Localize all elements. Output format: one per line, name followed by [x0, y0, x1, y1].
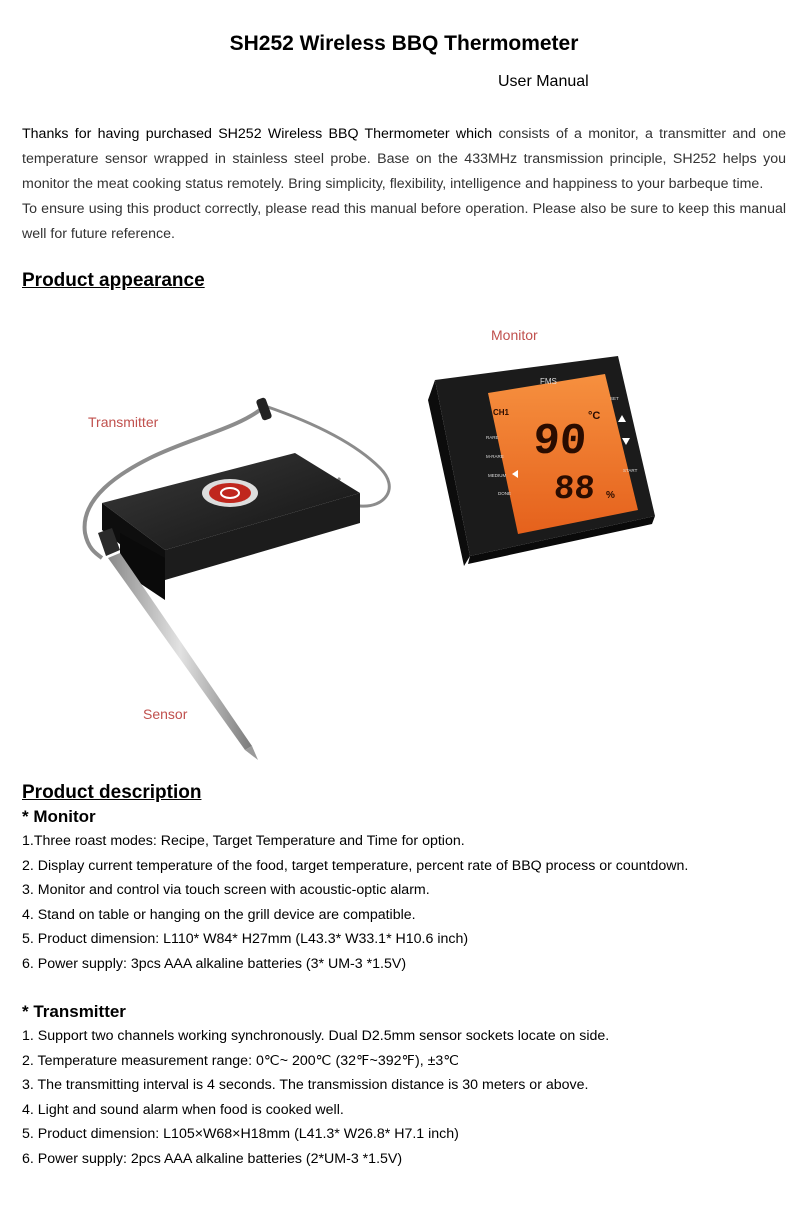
lcd-percent-unit: %	[606, 490, 615, 501]
list-item: 1. Support two channels working synchronously. Dual D2.5mm sensor sockets locate on side.	[22, 1028, 610, 1044]
sensor-label: Sensor	[143, 706, 188, 722]
intro-lead: Thanks for having purchased SH252 Wireless BBQ Thermometer which	[22, 126, 493, 142]
monitor-heading: * Monitor	[22, 807, 96, 826]
intro-paragraph-2: To ensure using this product correctly, please read this manual before operation. Please also be sure to keep this manual well for future reference.	[22, 201, 786, 242]
description-heading: Product description	[22, 782, 202, 803]
list-item: 3. The transmitting interval is 4 seconds. The transmission distance is 30 meters or above.	[22, 1077, 589, 1094]
intro-text	[22, 122, 786, 247]
list-item: 6. Power supply: 3pcs AAA alkaline batteries (3* UM-3 *1.5V)	[22, 955, 407, 972]
intro-rest: consists of a monitor, a transmitter and one temperature sensor wrapped in stainless steel probe. Base on the 433MHz transmission principle, SH252 helps you monitor the meat cooking status remotely. Bring simplicity, flexibility, intelligence and happiness to your barbeque time.	[22, 126, 786, 192]
list-item: 4. Stand on table or hanging on the grill device are compatible.	[22, 906, 416, 923]
monitor-label: Monitor	[491, 327, 538, 343]
label-start: START	[623, 468, 638, 473]
lcd-percent: 88	[552, 471, 597, 509]
label-rare: RARE	[486, 435, 499, 440]
list-item: 4. Light and sound alarm when food is cooked well.	[22, 1101, 344, 1118]
list-item: 3. Monitor and control via touch screen with acoustic-optic alarm.	[22, 882, 430, 899]
list-item: 5. Product dimension: L110* W84* H27mm (L43.3* W33.1* H10.6 inch)	[22, 931, 469, 948]
page-title: SH252 Wireless BBQ Thermometer	[229, 32, 579, 55]
product-figure	[40, 318, 690, 778]
transmitter-heading: * Transmitter	[22, 1002, 126, 1021]
intro-paragraph-1	[22, 122, 786, 197]
label-medium: MEDIUM	[488, 473, 507, 478]
monitor-spec-list	[22, 829, 688, 977]
transmitter-device	[102, 453, 360, 600]
page-subtitle: User Manual	[498, 73, 589, 90]
list-item: 6. Power supply: 2pcs AAA alkaline batteries (2*UM-3 *1.5V)	[22, 1150, 403, 1167]
list-item: 2. Display current temperature of the food, target temperature, percent rate of BBQ process or countdown.	[22, 857, 689, 874]
list-item: 5. Product dimension: L105×W68×H18mm (L41.3* W26.8* H7.1 inch)	[22, 1126, 459, 1143]
list-item: 2. Temperature measurement range: 0℃~ 200℃ (32℉~392℉), ±3℃	[22, 1052, 460, 1069]
brand-logo: FMS	[540, 377, 557, 386]
appearance-heading: Product appearance	[22, 270, 205, 291]
monitor-device	[428, 356, 655, 566]
list-item: 1.Three roast modes: Recipe, Target Temperature and Time for option.	[22, 833, 465, 849]
product-illustration	[40, 318, 690, 778]
transmitter-label: Transmitter	[88, 414, 159, 430]
label-set: SET	[610, 396, 619, 401]
lcd-temperature: 90	[531, 417, 588, 467]
label-m-rare: M-RARE	[486, 454, 504, 459]
label-done: DONE	[498, 491, 512, 496]
lcd-temp-unit: °C	[588, 410, 601, 422]
lcd-channel: CH1	[493, 408, 510, 417]
transmitter-spec-list	[22, 1024, 609, 1172]
